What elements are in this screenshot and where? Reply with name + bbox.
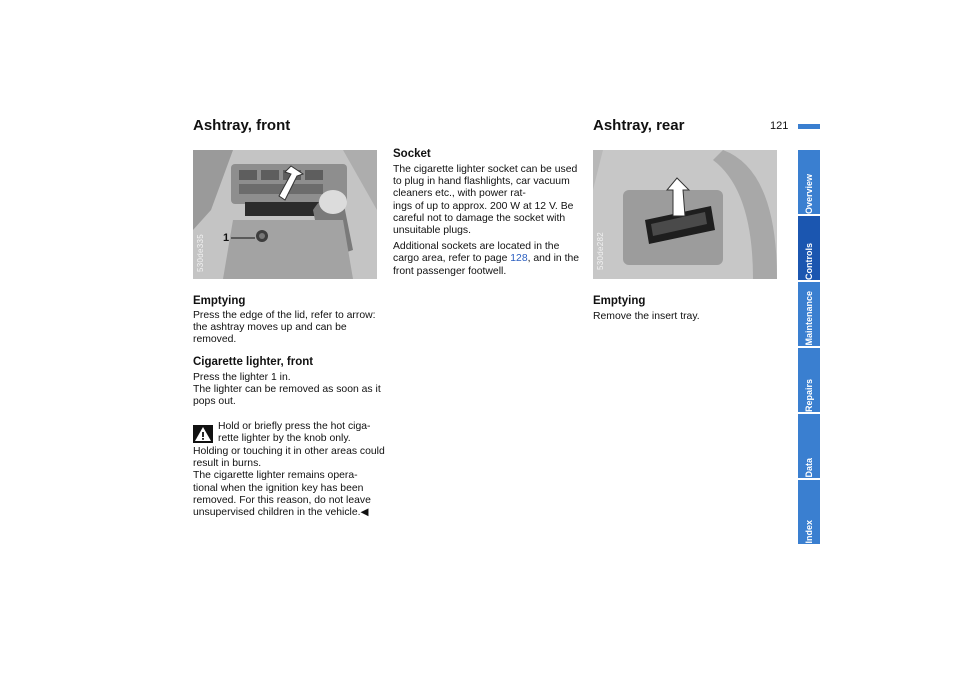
warning-icon <box>193 425 213 443</box>
end-mark: ◀ <box>360 507 369 519</box>
text-emptying-rear: Remove the insert tray. <box>593 311 700 322</box>
text-lighter-front: Press the lighter 1 in. The lighter can be removed as soon as it pops out. <box>193 372 381 408</box>
tab-data[interactable] <box>798 414 820 478</box>
photo-front-ashtray <box>193 150 377 279</box>
text-socket <box>393 164 583 282</box>
tab-label-maintenance: Maintenance <box>804 291 814 346</box>
tab-label-overview: Overview <box>804 173 814 214</box>
section-title-front: Ashtray, front <box>193 117 291 134</box>
heading-socket: Socket <box>393 148 431 160</box>
tab-repairs[interactable] <box>798 348 820 412</box>
photo-rear-ashtray <box>593 150 777 279</box>
console-illustration <box>193 150 377 279</box>
photo-callout-1: 1 <box>223 232 230 244</box>
page-link-128[interactable]: 128 <box>510 253 528 265</box>
photo-code-rear: 530de282 <box>596 232 605 270</box>
heading-emptying-front: Emptying <box>193 295 246 307</box>
heading-lighter-front: Cigarette lighter, front <box>193 356 314 368</box>
heading-emptying-rear: Emptying <box>593 295 646 307</box>
tab-controls[interactable] <box>798 216 820 280</box>
socket-paragraph-1: The cigarette lighter socket can be used to plug in hand flashlights, car vacuum cleaners etc., with power rat- ings of up to approx. 200 W at 12 V. Be careful not to damage the socket with unsuitable plugs. <box>393 164 578 237</box>
page-number: 121 <box>770 120 789 132</box>
rear-door-illustration <box>593 150 777 279</box>
warning-text-rest <box>193 446 385 519</box>
tab-label-data: Data <box>804 458 814 478</box>
socket-paragraph-2 <box>393 241 583 278</box>
socket-p2-before: Additional sockets are located in the cargo area, refer to page <box>393 241 560 265</box>
tab-index[interactable] <box>798 480 820 544</box>
text-emptying-front: Press the edge of the lid, refer to arrow: the ashtray moves up and can be removed. <box>193 310 376 346</box>
tab-label-index: Index <box>804 520 814 544</box>
socket-p2-after: , and in the front passenger footwell. <box>393 253 580 277</box>
page-marker <box>798 124 820 129</box>
tab-maintenance[interactable] <box>798 282 820 346</box>
tab-overview[interactable] <box>798 150 820 214</box>
photo-code-front: 530de335 <box>196 234 205 272</box>
tab-label-repairs: Repairs <box>804 378 814 412</box>
section-title-rear: Ashtray, rear <box>593 117 685 134</box>
tab-label-controls: Controls <box>804 243 814 280</box>
warning-text-body: Holding or touching it in other areas could result in burns. The cigarette lighter remains opera- tional when the ignition key has been removed. For this reason, do not leave unsupervised children in the vehicle. <box>193 446 385 519</box>
warning-text-first: Hold or briefly press the hot ciga- rette lighter by the knob only. <box>218 421 371 445</box>
